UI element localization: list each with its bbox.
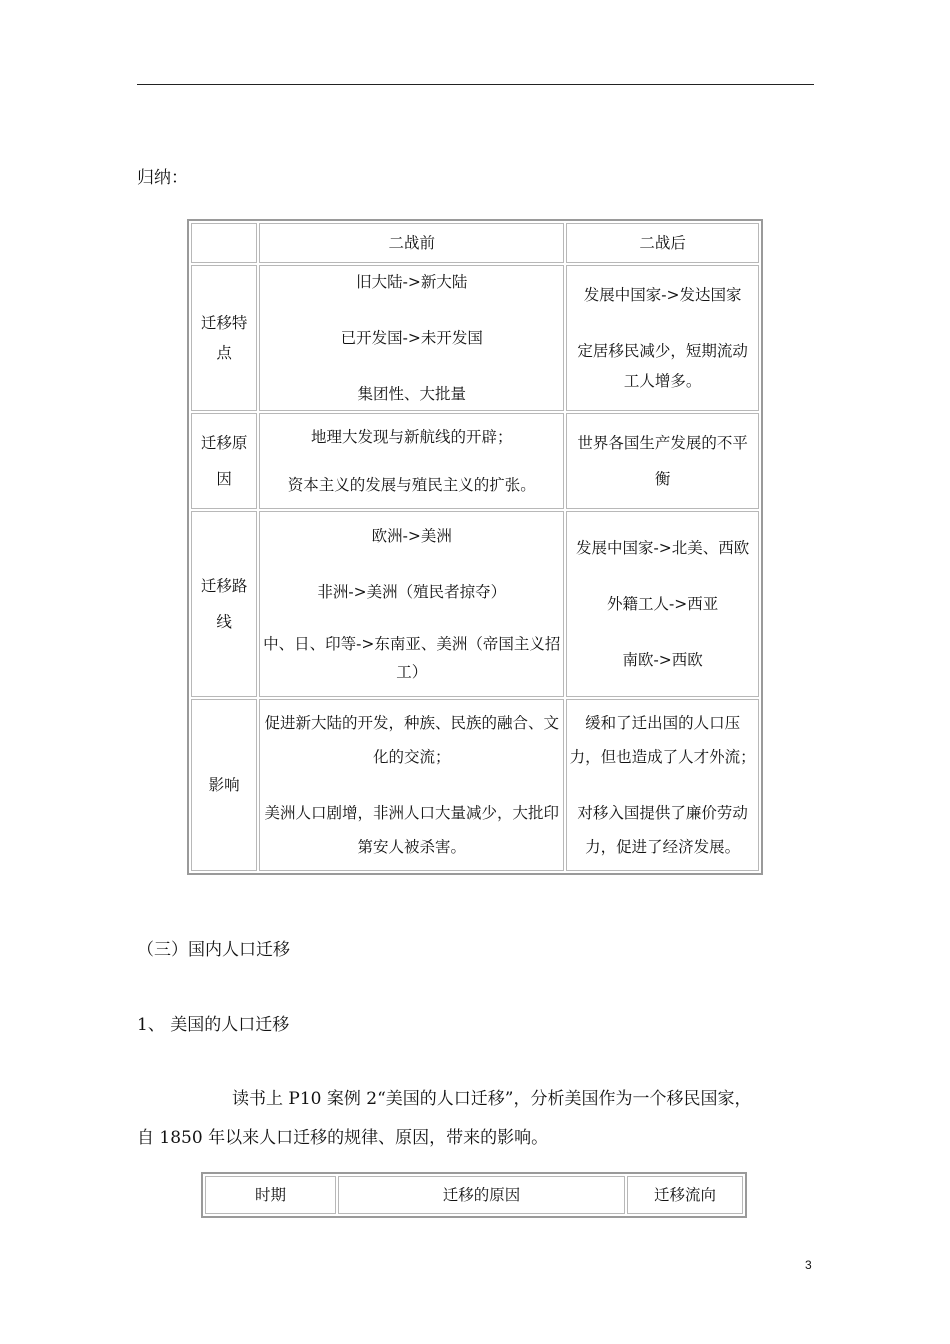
row-label: 影响 <box>191 699 257 871</box>
table-header-row <box>191 223 759 263</box>
row-label: 迁移原 因 <box>191 413 257 509</box>
header-cell-empty <box>191 223 257 263</box>
table-row-characteristics <box>191 265 759 411</box>
table-header-row <box>205 1176 743 1214</box>
migration-comparison-table <box>187 219 763 875</box>
row-label: 迁移路 线 <box>191 511 257 697</box>
header-cell-direction: 迁移流向 <box>627 1176 743 1214</box>
table-row-impact <box>191 699 759 871</box>
us-migration-table <box>201 1172 747 1218</box>
cell-after: 世界各国生产发展的不平 衡 <box>566 413 759 509</box>
cell-before: 促进新大陆的开发，种族、民族的融合、文 化的交流； 美洲人口剧增，非洲人口大量减少，大批印 第安人被杀害。 <box>259 699 564 871</box>
cell-before: 地理大发现与新航线的开辟； 资本主义的发展与殖民主义的扩张。 <box>259 413 564 509</box>
cell-before: 欧洲->美洲 非洲->美洲（殖民者掠夺） 中、日、印等->东南亚、美洲（帝国主义招 工） <box>259 511 564 697</box>
cell-after: 发展中国家->北美、西欧 外籍工人->西亚 南欧->西欧 <box>566 511 759 697</box>
header-rule <box>137 84 814 85</box>
item-heading-us-migration: 1、 美国的人口迁移 <box>137 1015 290 1035</box>
cell-after: 发展中国家->发达国家 定居移民减少，短期流动 工人增多。 <box>566 265 759 411</box>
summary-heading: 归纳： <box>137 168 188 188</box>
page-number: 3 <box>805 1258 812 1272</box>
reading-instruction-line2: 自 1850 年以来人口迁移的规律、原因，带来的影响。 <box>137 1128 549 1148</box>
cell-after: 缓和了迁出国的人口压 力，但也造成了人才外流； 对移入国提供了廉价劳动 力，促进了经济发展。 <box>566 699 759 871</box>
header-cell-after-ww2: 二战后 <box>566 223 759 263</box>
row-label: 迁移特 点 <box>191 265 257 411</box>
table-row-reasons <box>191 413 759 509</box>
section-heading-domestic-migration: （三）国内人口迁移 <box>137 940 290 960</box>
header-cell-period: 时期 <box>205 1176 336 1214</box>
reading-instruction-line1: 读书上 P10 案例 2“美国的人口迁移”，分析美国作为一个移民国家， <box>232 1089 752 1109</box>
header-cell-before-ww2: 二战前 <box>259 223 564 263</box>
table-row-routes <box>191 511 759 697</box>
cell-before: 旧大陆->新大陆 已开发国->未开发国 集团性、大批量 <box>259 265 564 411</box>
header-cell-reason: 迁移的原因 <box>338 1176 625 1214</box>
